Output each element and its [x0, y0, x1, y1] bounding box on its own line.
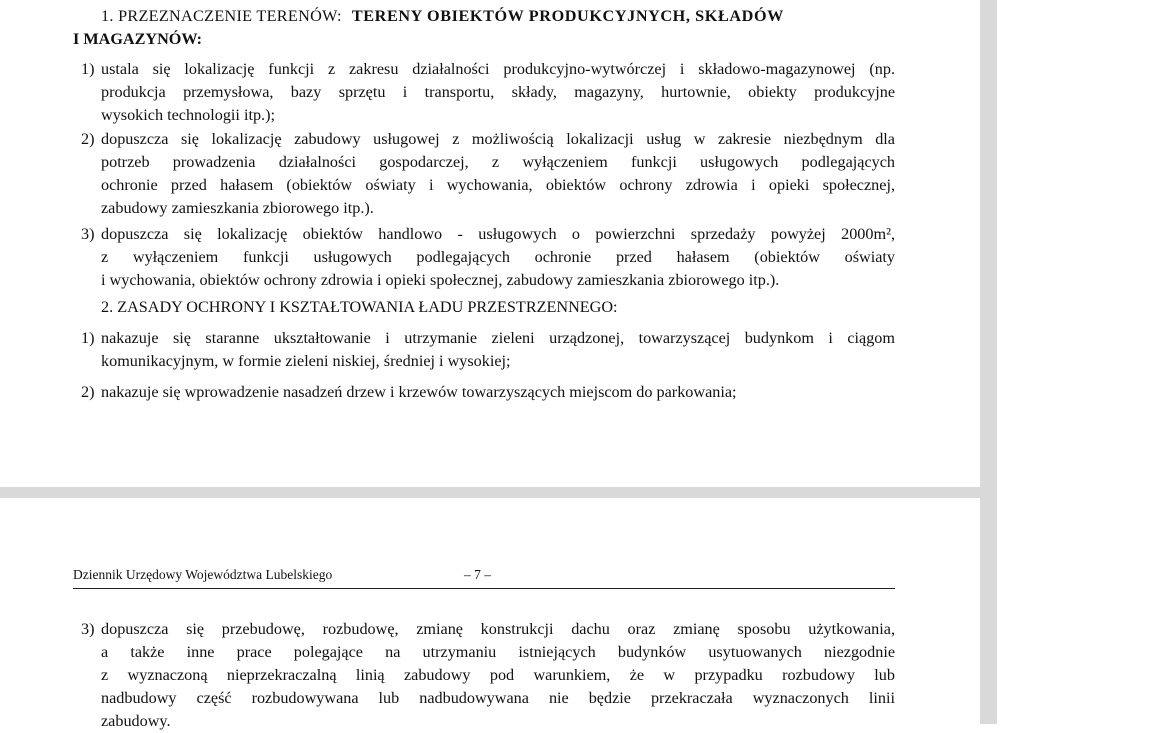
list-item-line: dopuszcza się lokalizację obiektów handlowo - usługowych o powierzchni sprzedaży powyżej 2000m², — [101, 225, 895, 243]
list-item — [101, 381, 895, 404]
viewer-scroll-gutter[interactable] — [980, 0, 997, 724]
running-header-page-number: – 7 – — [464, 567, 491, 582]
list-item-line: zabudowy zamieszkania zbiorowego itp.). — [101, 199, 374, 217]
list-item-line: z wyznaczoną nieprzekraczalną linią zabudowy pod warunkiem, że w przypadku rozbudowy lub — [101, 666, 895, 684]
list-item-number: 2) — [81, 383, 95, 401]
section-heading-2: 2. ZASADY OCHRONY I KSZTAŁTOWANIA ŁADU PRZESTRZENNEGO: — [101, 298, 618, 316]
section-heading-bold: TERENY OBIEKTÓW PRODUKCYJNYCH, SKŁADÓW — [351, 7, 784, 25]
section-heading-bold-cont: I MAGAZYNÓW: — [73, 30, 203, 48]
section-heading-plain: 1. PRZEZNACZENIE TERENÓW: — [101, 7, 342, 25]
list-item-line: nadbudowy część rozbudowywana lub nadbudowywana nie będzie przekraczała wyznaczonych linii — [101, 689, 895, 707]
list-item-line: z wyłączeniem funkcji usługowych podlegających ochronie przed hałasem (obiektów oświaty — [101, 248, 895, 266]
list-item-line: zabudowy. — [101, 712, 171, 730]
list-item-line: dopuszcza się przebudowę, rozbudowę, zmianę konstrukcji dachu oraz zmianę sposobu użytkowania, — [101, 620, 895, 638]
viewer-background — [980, 0, 1152, 724]
list-item-line: ustala się lokalizację funkcji z zakresu działalności produkcyjno-wytwórczej i składowo-magazynowej (np. — [101, 60, 895, 78]
page-separator — [0, 487, 997, 498]
list-item-line: dopuszcza się lokalizację zabudowy usługowej z możliwością lokalizacji usług w zakresie niezbędnym dla — [101, 130, 895, 148]
running-header-journal: Dziennik Urzędowy Województwa Lubelskiego — [73, 567, 333, 582]
list-item-line: produkcja przemysłowa, bazy sprzętu i transportu, składy, magazyny, hurtownie, obiekty produkcyjne — [101, 83, 895, 101]
list-item-number: 2) — [81, 130, 95, 148]
list-item-line: a także inne prace polegające na utrzymaniu istniejących budynków usytuowanych niezgodnie — [101, 643, 895, 661]
list-item-line: komunikacyjnym, w formie zieleni niskiej, średniej i wysokiej; — [101, 352, 511, 370]
list-item — [101, 618, 895, 733]
section-heading-1 — [101, 5, 895, 28]
list-item-number: 3) — [81, 620, 95, 638]
list-item — [101, 223, 895, 292]
list-item-line: nakazuje się wprowadzenie nasadzeń drzew i krzewów towarzyszących miejscom do parkowania; — [101, 383, 737, 401]
list-item — [101, 58, 895, 127]
list-item-line: wysokich technologii itp.); — [101, 106, 275, 124]
list-item-number: 1) — [81, 60, 95, 78]
list-item — [101, 128, 895, 220]
list-item-number: 1) — [81, 329, 95, 347]
list-item-line: ochronie przed hałasem (obiektów oświaty i wychowania, obiektów ochrony zdrowia i opieki społecznej, — [101, 176, 895, 194]
list-item-line: i wychowania, obiektów ochrony zdrowia i opieki społecznej, zabudowy zamieszkania zbiorowego itp.). — [101, 271, 780, 289]
list-item-line: nakazuje się staranne ukształtowanie i utrzymanie zieleni urządzonej, towarzyszącej budynkom i ciągom — [101, 329, 895, 347]
list-item-number: 3) — [81, 225, 95, 243]
list-item — [101, 327, 895, 373]
header-rule — [73, 588, 895, 589]
list-item-line: potrzeb prowadzenia działalności gospodarczej, z wyłączeniem funkcji usługowych podlegających — [101, 153, 895, 171]
